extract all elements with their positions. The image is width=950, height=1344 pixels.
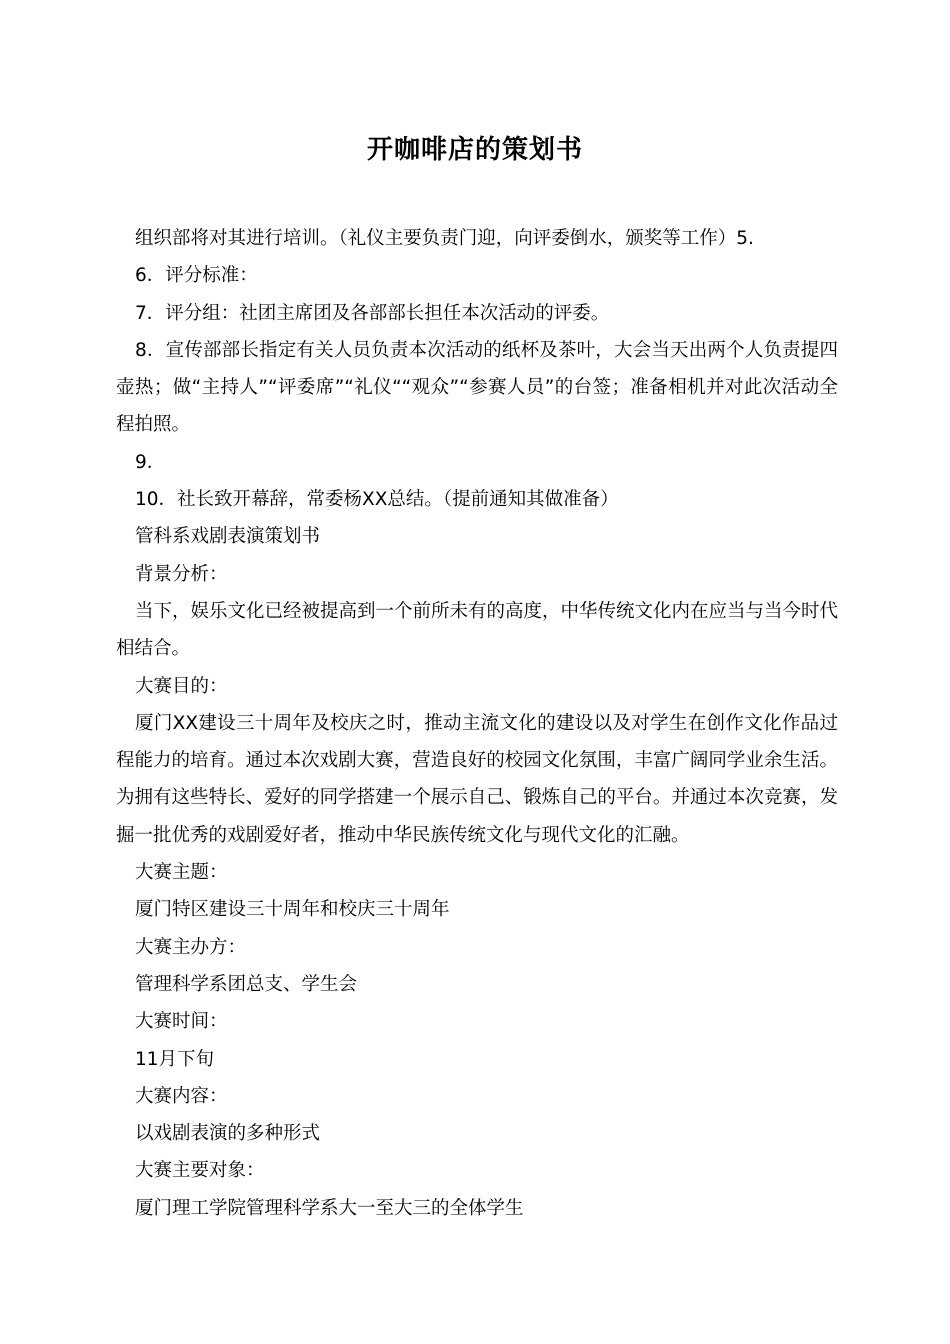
paragraph-3: 7．评分组：社团主席团及各部部长担任本次活动的评委。 [135,302,610,324]
paragraph-2: 6．评分标准： [135,265,258,287]
paragraph-1: 组织部将对其进行培训。（礼仪主要负责门迎，向评委倒水，颁奖等工作）5. [135,228,754,249]
paragraph-9: 当下，娱乐文化已经被提高到一个前所未有的高度，中华传统文化内在应当与当今时代相结合。 [116,600,839,660]
document-title: 开咖啡店的策划书 [366,135,583,165]
paragraph-20: 大赛主要对象： [135,1160,265,1182]
paragraph-5: 9． [135,451,166,473]
paragraph-16: 大赛时间： [135,1011,228,1033]
paragraph-10: 大赛目的： [135,675,228,697]
paragraph-6: 10．社长致开幕辞，常委杨XX总结。（提前通知其做准备） [135,489,619,511]
paragraph-12: 大赛主题： [135,862,228,884]
paragraph-18: 大赛内容： [135,1085,228,1107]
paragraph-19: 以戏剧表演的多种形式 [135,1123,321,1145]
paragraph-13: 厦门特区建设三十周年和校庆三十周年 [135,899,450,921]
paragraph-15: 管理科学系团总支、学生会 [135,973,358,995]
paragraph-11: 厦门XX建设三十周年及校庆之时，推动主流文化的建设以及对学生在创作文化作品过程能力的培育。通过本次戏剧大赛，营造良好的校园文化氛围，丰富广阔同学业余生活。为拥有这些特长、爱好的同学搭建一个展示自己、锻炼自己的平台。并通过本次竞赛，发掘一批优秀的戏剧爱好者，推动中华民族传统文化与现代文化的汇融。 [116,712,838,846]
paragraph-21: 厦门理工学院管理科学系大一至大三的全体学生 [135,1197,524,1219]
paragraph-4: 8．宣传部部长指定有关人员负责本次活动的纸杯及茶叶，大会当天出两个人负责提四壶热；做“主持人”“评委席”“礼仪““观众”“参赛人员”的台签；准备相机并对此次活动全程拍照。 [116,339,838,436]
paragraph-8: 背景分析： [135,563,228,585]
document-body [116,220,838,1227]
paragraph-17: 11月下旬 [135,1048,215,1070]
paragraph-7: 管科系戏剧表演策划书 [135,526,321,548]
paragraph-14: 大赛主办方： [135,936,247,958]
